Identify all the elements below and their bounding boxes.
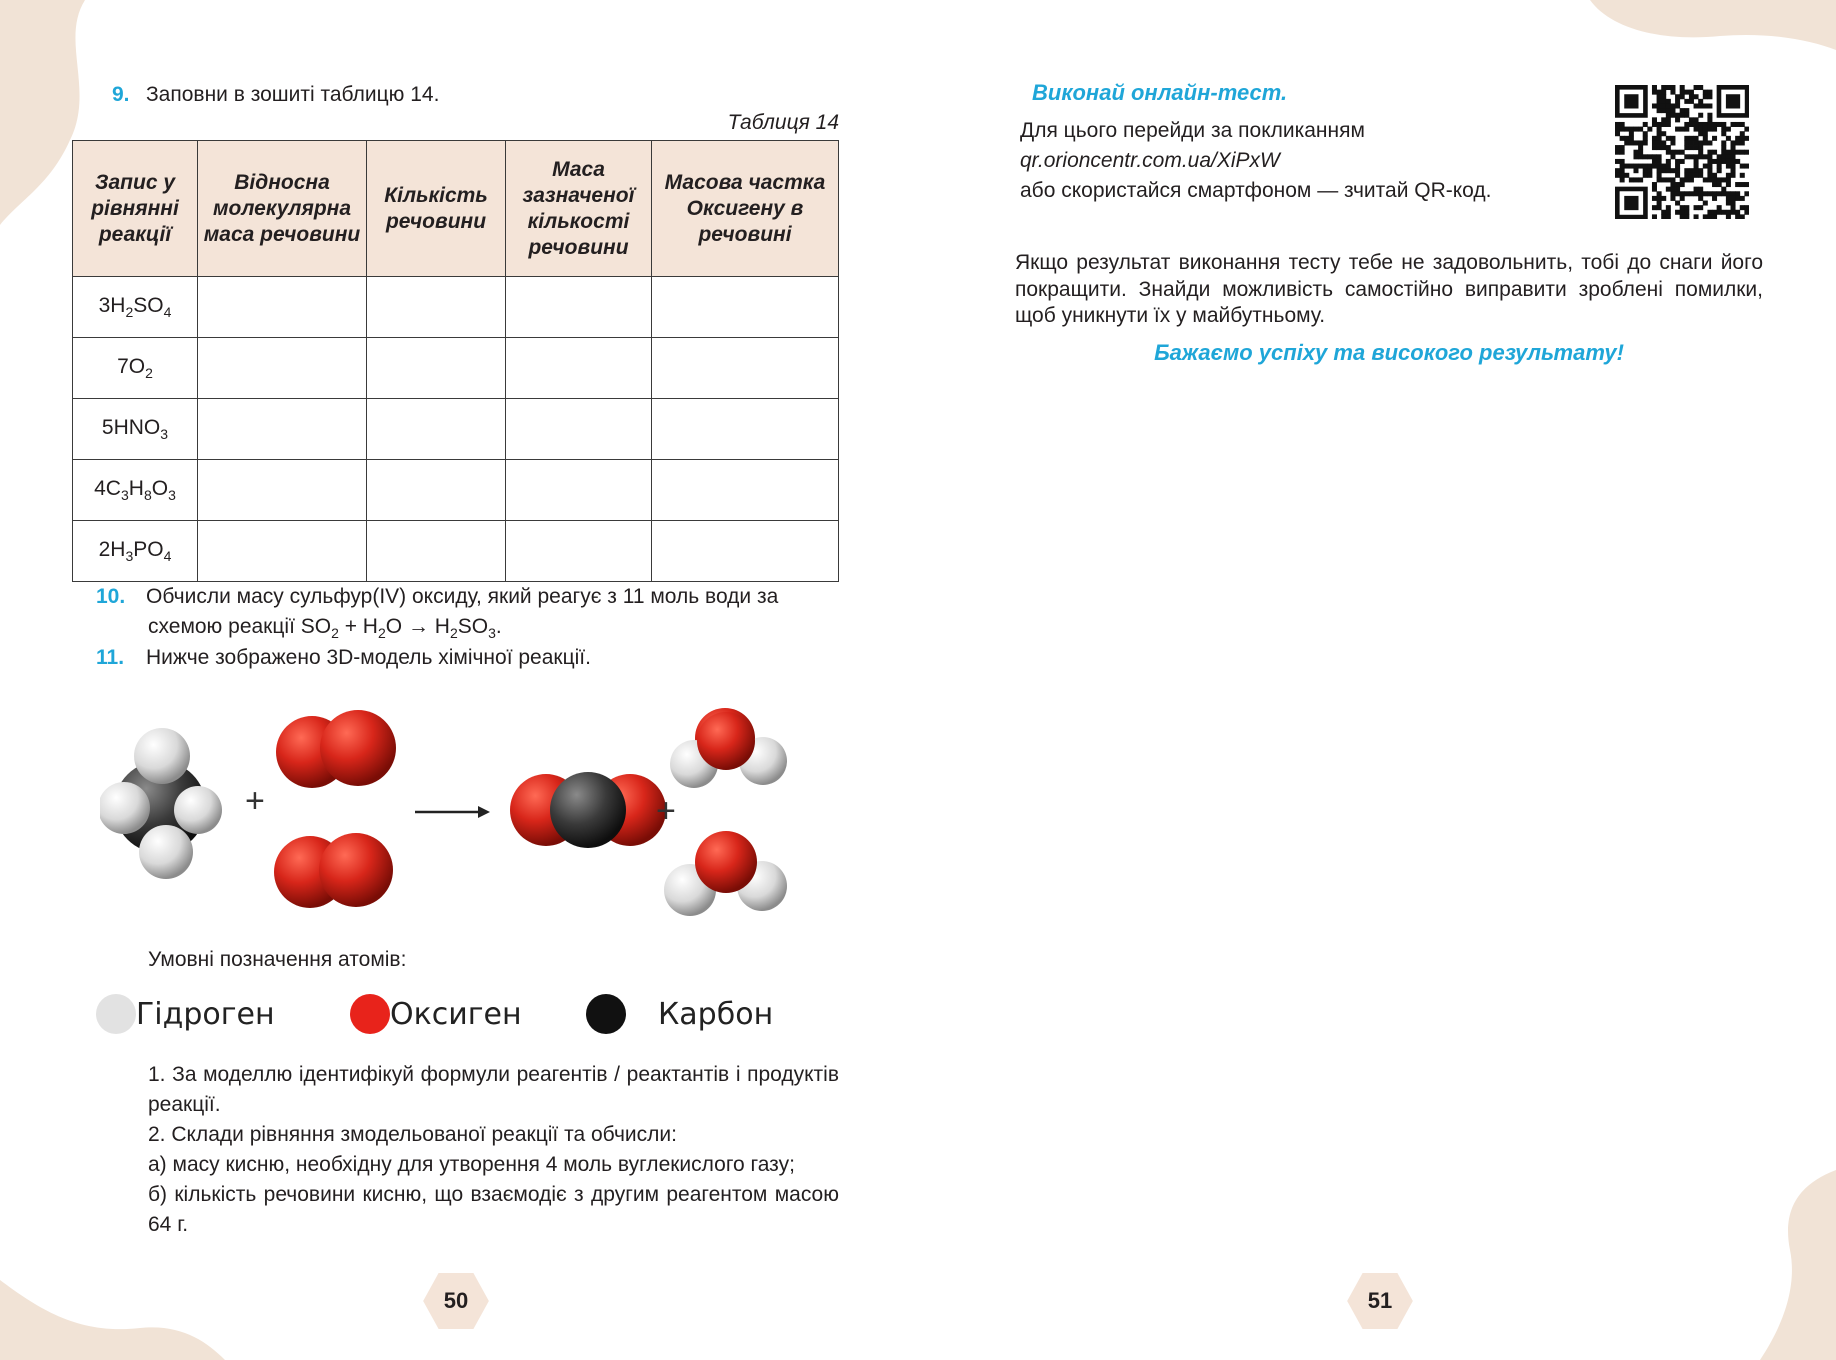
empty-cell bbox=[652, 277, 839, 338]
empty-cell bbox=[367, 399, 506, 460]
water-molecule bbox=[664, 831, 787, 916]
legend-title: Умовні позначення атомів: bbox=[148, 948, 407, 971]
formula-text: 7O bbox=[117, 355, 146, 378]
legend-hydrogen bbox=[96, 994, 275, 1034]
subscript: 2 bbox=[331, 625, 339, 641]
water-molecule bbox=[670, 708, 787, 788]
empty-cell bbox=[652, 338, 839, 399]
task-number: 10. bbox=[96, 585, 126, 608]
empty-cell bbox=[367, 338, 506, 399]
legend-label: Карбон bbox=[658, 996, 774, 1032]
plus-sign: + bbox=[656, 792, 676, 830]
formula-text: 4C bbox=[94, 477, 121, 500]
formula-text: O bbox=[151, 477, 169, 500]
header-cell: Кількість речовини bbox=[367, 141, 506, 277]
subscript: 3 bbox=[488, 625, 496, 641]
header-cell: Маса зазначеної кількості речовини bbox=[506, 141, 652, 277]
empty-cell bbox=[652, 399, 839, 460]
formula-text: . bbox=[495, 615, 502, 638]
empty-cell bbox=[506, 460, 652, 521]
table-caption: Таблиця 14 bbox=[727, 111, 839, 134]
empty-cell bbox=[367, 460, 506, 521]
empty-cell bbox=[506, 277, 652, 338]
methane-molecule bbox=[100, 728, 222, 879]
reaction-3d-model bbox=[100, 700, 820, 920]
formula-text: PO bbox=[133, 538, 164, 561]
table-row bbox=[73, 521, 839, 582]
header-cell: Масова частка Оксигену в речовині bbox=[652, 141, 839, 277]
subscript: 3 bbox=[120, 487, 129, 503]
question-2: 2. Склади рівняння змодельованої реакції та обчисли: bbox=[148, 1123, 677, 1146]
task-text: Заповни в зошиті таблицю 14. bbox=[146, 83, 440, 106]
plus-sign: + bbox=[245, 782, 265, 820]
empty-cell bbox=[367, 521, 506, 582]
formula-cell bbox=[73, 521, 198, 582]
empty-cell bbox=[652, 521, 839, 582]
subscript: 4 bbox=[163, 304, 172, 320]
formula-text: 5HNO bbox=[101, 416, 161, 439]
subscript: 3 bbox=[168, 487, 176, 503]
online-test-link[interactable]: qr.orioncentr.com.ua/XiPxW bbox=[1020, 149, 1280, 172]
table-row bbox=[73, 399, 839, 460]
online-test-instructions bbox=[1020, 116, 1491, 206]
question-2b: б) кількість речовини кисню, що взаємодіє з другим реагентом масою 64 г. bbox=[148, 1183, 839, 1236]
carbon-dioxide-molecule bbox=[510, 772, 666, 848]
test-note: Якщо результат виконання тесту тебе не задовольнить, тобі до снаги його покращити. Знайди можливість самостійно виправити зроблені помилки, щоб уникнути їх у майбутньому. bbox=[1015, 251, 1763, 327]
subscript: 2 bbox=[377, 625, 386, 641]
task-number: 11. bbox=[96, 646, 125, 669]
qr-code-icon[interactable] bbox=[1615, 85, 1749, 219]
subscript: 4 bbox=[163, 548, 172, 564]
page-number-badge bbox=[420, 1270, 492, 1332]
reaction-arrow bbox=[415, 806, 490, 818]
formula-text: 2H bbox=[98, 538, 126, 561]
decor-bottom-right bbox=[1740, 1160, 1836, 1360]
empty-cell bbox=[506, 399, 652, 460]
task-10 bbox=[96, 582, 840, 648]
subscript: 2 bbox=[125, 304, 134, 320]
formula-text: + H bbox=[338, 615, 378, 638]
formula-text: 3H bbox=[98, 294, 126, 317]
oxygen-atom-icon bbox=[350, 994, 390, 1034]
page-number: 50 bbox=[443, 1288, 469, 1313]
formula-text: схемою реакції SO bbox=[148, 615, 332, 638]
legend-label: Оксиген bbox=[390, 996, 522, 1032]
oxygen-molecule bbox=[274, 833, 393, 908]
subscript: 8 bbox=[143, 487, 152, 503]
wish-text: Бажаємо успіху та високого результату! bbox=[1154, 340, 1624, 365]
task-9 bbox=[112, 80, 439, 110]
formula-text: H bbox=[128, 477, 144, 500]
table-row bbox=[73, 277, 839, 338]
questions bbox=[148, 1060, 839, 1240]
empty-cell bbox=[506, 521, 652, 582]
table-14 bbox=[72, 140, 839, 582]
question-2a: а) масу кисню, необхідну для утворення 4 моль вуглекислого газу; bbox=[148, 1153, 795, 1176]
header-cell: Відносна молекулярна маса речовини bbox=[198, 141, 367, 277]
formula-text: SO bbox=[133, 294, 164, 317]
online-test-title: Виконай онлайн-тест. bbox=[1032, 80, 1288, 105]
header-cell: Запис у рівнянні реакції bbox=[73, 141, 198, 277]
empty-cell bbox=[198, 338, 367, 399]
empty-cell bbox=[506, 338, 652, 399]
instruction-line: або скористайся смартфоном — зчитай QR-код. bbox=[1020, 179, 1492, 202]
task-text: Обчисли масу сульфур(IV) оксиду, який реагує з 11 моль води за bbox=[146, 585, 779, 608]
decor-top-right bbox=[1580, 0, 1836, 60]
formula-text: SO bbox=[457, 615, 489, 638]
task-text: Нижче зображено 3D-модель хімічної реакції. bbox=[146, 646, 591, 669]
oxygen-molecule bbox=[276, 710, 396, 788]
formula-cell bbox=[73, 399, 198, 460]
empty-cell bbox=[367, 277, 506, 338]
question-1: 1. За моделлю ідентифікуй формули реагентів / реактантів і продуктів реакції. bbox=[148, 1063, 839, 1116]
subscript: 2 bbox=[145, 365, 153, 381]
legend-oxygen bbox=[350, 994, 522, 1034]
table-row bbox=[73, 338, 839, 399]
hydrogen-atom-icon bbox=[96, 994, 136, 1034]
subscript: 3 bbox=[160, 426, 169, 442]
formula-cell bbox=[73, 277, 198, 338]
formula-cell bbox=[73, 338, 198, 399]
page-number-badge bbox=[1344, 1270, 1416, 1332]
instruction-line: Для цього перейди за покликанням bbox=[1020, 119, 1365, 142]
table-header-row bbox=[73, 141, 839, 277]
formula-text: O → H bbox=[385, 615, 450, 638]
task-number: 9. bbox=[112, 83, 130, 106]
legend-label: Гідроген bbox=[136, 996, 275, 1032]
subscript: 2 bbox=[449, 625, 458, 641]
table-row bbox=[73, 460, 839, 521]
subscript: 3 bbox=[125, 548, 134, 564]
formula-cell bbox=[73, 460, 198, 521]
empty-cell bbox=[198, 399, 367, 460]
carbon-atom-icon bbox=[586, 994, 626, 1034]
empty-cell bbox=[198, 460, 367, 521]
legend-carbon bbox=[586, 994, 773, 1034]
empty-cell bbox=[198, 277, 367, 338]
task-11 bbox=[96, 643, 591, 673]
page-number: 51 bbox=[1367, 1288, 1393, 1313]
empty-cell bbox=[198, 521, 367, 582]
empty-cell bbox=[652, 460, 839, 521]
